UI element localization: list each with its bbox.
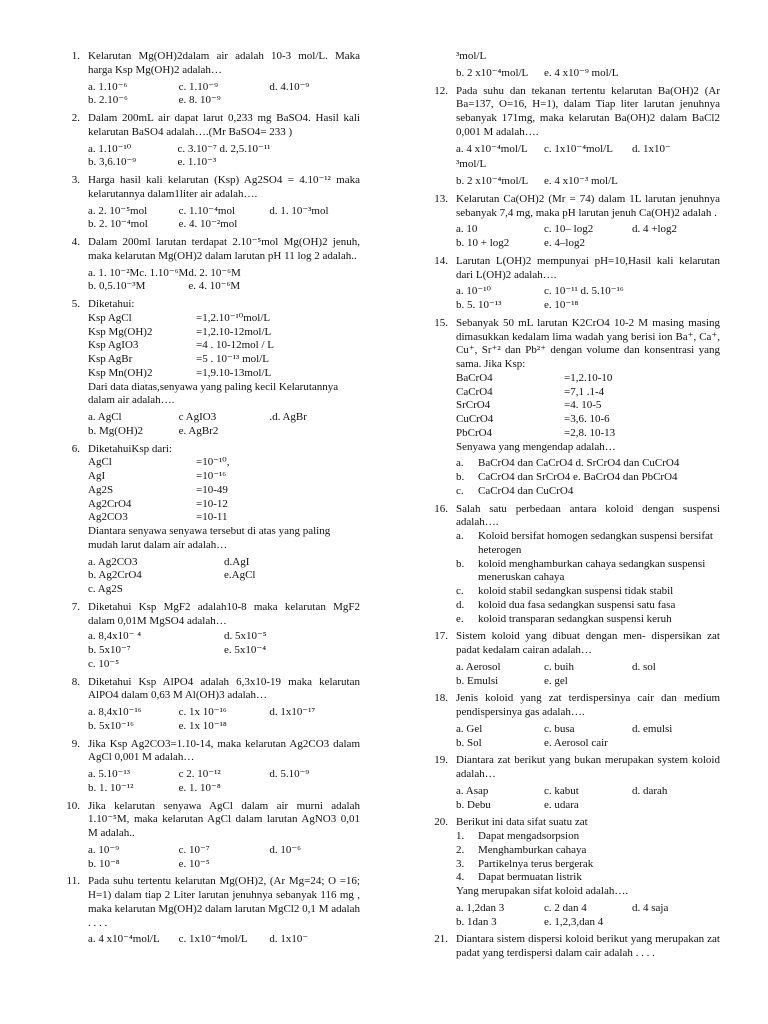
question-header: [60, 50, 360, 78]
question-number: 9.: [71, 737, 80, 750]
list-item: [456, 613, 720, 627]
question-prompt: Diantara senyawa senyawa tersebut di atas yang paling mudah larut dalam air adalah…: [88, 525, 331, 551]
answer-options: [428, 143, 720, 157]
question-prompt: Yang merupakan sifat koloid adalah….: [456, 885, 629, 897]
answer-option: c. 1x10⁻⁴mol/L: [544, 142, 613, 155]
ksp-value: =1,9.10-13mol/L: [196, 366, 272, 379]
question-text: Diantara sistem dispersi koloid berikut yang merupakan zat padat yang terdispersi dalam cair adalah . . . .: [456, 933, 720, 959]
continuation-line: ³mol/L: [456, 50, 487, 62]
question-header: [428, 193, 720, 221]
question-number: 16.: [434, 502, 448, 515]
question-number: 10.: [66, 799, 80, 812]
question-number: 2.: [71, 112, 80, 124]
answer-option: [270, 156, 360, 170]
answer-option: b. Mg(OH)2: [88, 424, 143, 437]
question-text: Jika kelarutan senyawa AgCl dalam air murni adalah 1.10⁻⁵M, maka kelarutan AgCl dalam larutan AgNO3 0,01 M adalah..: [88, 799, 360, 839]
ksp-compound: CuCrO4: [456, 413, 494, 425]
answer-option: [269, 218, 360, 232]
answer-option: a. 1,2dan 3: [456, 901, 505, 914]
answer-option: [632, 916, 720, 930]
answer-option: [632, 675, 720, 689]
property-list: [428, 830, 720, 885]
ksp-table: [428, 372, 720, 441]
answer-option: [269, 94, 360, 108]
answer-options: [60, 630, 360, 671]
answer-option: c. 1.10⁻⁴mol: [178, 204, 236, 217]
question-text: Kelarutan Mg(OH)2dalam air adalah 10-3 mol/L. Maka harga Ksp Mg(OH)2 adalah…: [88, 50, 360, 76]
answer-option: e. 1x 10⁻¹⁸: [178, 719, 227, 732]
question-q7: [60, 601, 360, 672]
list-text: koloid menghamburkan cahaya sedangkan suspensi meneruskan cahaya: [478, 557, 706, 584]
question-number: 14.: [434, 254, 448, 267]
answer-option: a. 1. 10⁻²Mc. 1.10⁻⁶M: [88, 266, 189, 279]
list-number: 1.: [456, 830, 465, 842]
answer-option: a. AgCl: [88, 411, 122, 423]
answer-option: [269, 425, 360, 439]
question-number: 15.: [434, 316, 448, 329]
answer-option: b. 10⁻⁸: [88, 857, 120, 870]
question-q21: [428, 933, 720, 961]
answer-option: [632, 799, 720, 813]
question-header: [60, 800, 360, 841]
list-text: BaCrO4 dan CaCrO4 d. SrCrO4 dan CuCrO4: [478, 457, 680, 470]
answer-option: e. 1.10⁻³: [177, 156, 217, 169]
list-item: [456, 471, 720, 485]
answer-option: c. 10⁻⁵: [88, 657, 120, 670]
answer-options: [60, 81, 360, 109]
question-text: Dalam 200mL air dapat larut 0,233 mg BaSO4. Hasil kali kelarutan BaSO4 adalah….(Mr BaSO4= 233 ): [88, 112, 360, 138]
answer-option: [632, 237, 720, 251]
answer-options: [428, 175, 720, 189]
answer-options: [60, 844, 360, 872]
answer-option: b. 2 x10⁻⁴mol/L: [456, 175, 529, 187]
question-text: Pada suhu tertentu kelarutan Mg(OH)2, (Ar Mg=24; O =16; H=1) dalam tiap 2 Liter larutan jenuhnya sebanyak 116 mg , maka kelarutan Mg(OH)2 dalam larutan MgCl2 0,1 M adalah . . . .: [88, 875, 360, 929]
ksp-value: =1,2.10-10: [564, 371, 613, 384]
ksp-compound: Ksp AgCl: [88, 311, 132, 324]
question-text: Kelarutan Ca(OH)2 (Mr = 74) dalam 1L larutan jenuhnya sebanyak 7,4 mg, maka pH larutan jenuh Ca(OH)2 adalah .: [456, 192, 720, 219]
answer-option: b. 2. 10⁻⁴mol: [88, 218, 148, 231]
question-number: 17.: [434, 630, 448, 643]
ksp-value: =10⁻¹⁰,: [196, 456, 230, 469]
answer-option: [274, 280, 360, 294]
question-prompt: Senyawa yang mengendap adalah…: [456, 440, 616, 453]
answer-option: e. udara: [544, 798, 579, 811]
question-q11: [60, 875, 360, 947]
ksp-value: =3,6. 10-6: [564, 413, 610, 425]
question-text: Diantara zat berikut yang bukan merupakan system koloid adalah…: [456, 754, 720, 780]
answer-option: .d. AgBr: [269, 411, 307, 423]
question-text: Sebanyak 50 mL larutan K2CrO4 10-2 M masing masing dimasukkan kedalam lima wadah yang berisi ion Ba⁺, Ca⁺, Cu⁺, Sr⁺² dan Pb²⁺ dengan volume dan konsentrasi yang sama. Jika Ksp:: [456, 316, 720, 370]
answer-options: [428, 785, 720, 813]
answer-option: e. AgBr2: [178, 424, 219, 437]
question-header: [60, 298, 360, 312]
answer-option: [632, 175, 720, 189]
answer-option: d. 4.10⁻⁹: [269, 80, 310, 93]
answer-option: [274, 267, 360, 281]
list-letter: c.: [456, 585, 464, 597]
answer-options: [428, 67, 720, 81]
list-text: Koloid bersifat homogen sedangkan suspensi bersifat heterogen: [478, 530, 713, 556]
ksp-value: =7,1 .1-4: [564, 385, 605, 398]
list-number: 2.: [456, 843, 465, 856]
question-text: Diketahui Ksp MgF2 adalah10-8 maka kelarutan MgF2 dalam 0,01M MgSO4 adalah…: [88, 600, 360, 627]
question-q8: [60, 676, 360, 734]
question-q9: [60, 738, 360, 796]
question-number: 7.: [71, 600, 80, 613]
answer-options: [428, 902, 720, 930]
answer-option: c. 10⁻¹¹ d. 5.10⁻¹⁶: [544, 285, 624, 298]
left-column: [60, 50, 360, 951]
question-q18: [428, 692, 720, 750]
list-letter: d.: [456, 598, 465, 611]
question-text: Dalam 200ml larutan terdapat 2.10⁻⁵mol Mg(OH)2 jenuh, maka kelarutan Mg(OH)2 dalam larutan pH 11 log 2 adalah..: [88, 236, 360, 262]
question-text: Salah satu perbedaan antara koloid dengan suspensi adalah….: [456, 502, 720, 529]
answer-option: e. 10⁻⁵: [178, 857, 210, 870]
list-item: [456, 599, 720, 613]
answer-options: [60, 267, 360, 295]
question-q10: [60, 800, 360, 872]
answer-option: c. busa: [544, 722, 575, 735]
answer-option: d. 4 saja: [632, 901, 669, 914]
answer-options: [60, 143, 360, 171]
list-item: [456, 585, 720, 599]
answer-option: b. 1dan 3: [456, 915, 497, 928]
list-text: Dapat bermuatan listrik: [478, 871, 582, 884]
question-number: 3.: [71, 174, 80, 186]
question-number: 5.: [71, 298, 80, 310]
ksp-table: [60, 456, 360, 525]
question-q6: [60, 443, 360, 597]
ksp-value: =10-49: [196, 483, 228, 496]
question-header: [428, 754, 720, 782]
answer-option: a. 2. 10⁻⁵mol: [88, 204, 148, 217]
list-letter: b.: [456, 557, 465, 570]
ksp-compound: Ag2CO3: [88, 511, 128, 524]
list-number: 3.: [456, 857, 465, 870]
ksp-compound: Ag2S: [88, 483, 114, 496]
answer-option: e. 5x10⁻⁴: [224, 644, 267, 656]
answer-option: a. Asap: [456, 784, 489, 797]
question-number: 4.: [71, 236, 80, 248]
answer-option: c. buih: [544, 660, 574, 673]
question-header: [60, 676, 360, 704]
question-text: Pada suhu dan tekanan tertentu kelarutan Ba(OH)2 (Ar Ba=137, O=16, H=1), dalam Tiap liter larutan jenuhnya sebanyak 171mg, maka kelarutan Ba(OH)2 dalam BaCl2 0,001 M adalah….: [456, 84, 720, 138]
answer-option: e. 4. 10⁻²mol: [178, 218, 238, 231]
answer-option: b. 2 x10⁻⁴mol/L: [456, 66, 529, 79]
answer-option: b. 1. 10⁻¹²: [88, 781, 134, 794]
answer-option: b. 5x10⁻⁷: [88, 644, 131, 656]
list-letter: a.: [456, 530, 464, 542]
answer-option: b. 0,5.10⁻³M: [88, 280, 146, 293]
question-q15: [428, 317, 720, 499]
answer-option: a. 8,4x10⁻ ⁴: [88, 630, 142, 643]
answer-option: a. 1.10⁻⁶: [88, 80, 128, 93]
answer-option: b. Sol: [456, 736, 482, 749]
question-number: 19.: [434, 754, 448, 767]
question-q13: [428, 193, 720, 251]
list-letter: a.: [456, 457, 464, 470]
question-q1: [60, 50, 360, 108]
answer-option: d. 2. 10⁻⁶M: [188, 266, 241, 279]
answer-option: e. Aerosol cair: [544, 736, 608, 749]
list-text: Menghamburkan cahaya: [478, 843, 587, 856]
answer-option: d. 1x10⁻: [632, 142, 671, 155]
answer-option: [269, 720, 360, 734]
answer-options: [60, 205, 360, 233]
ksp-compound: PbCrO4: [456, 426, 493, 439]
answer-option: b. 3,6.10⁻⁹: [88, 156, 137, 169]
answer-options: [428, 661, 720, 689]
list-item: [456, 871, 720, 885]
answer-option: a. 4 x10⁻⁴mol/L: [88, 933, 160, 946]
ksp-value: =10⁻¹⁶: [196, 470, 227, 482]
ksp-value: =10-11: [196, 511, 228, 524]
question-header: [60, 875, 360, 930]
answer-option: b. Debu: [456, 798, 491, 811]
question-q17: [428, 630, 720, 688]
ksp-compound: AgCl: [88, 456, 112, 469]
answer-option: e. 1,2,3,dan 4: [544, 915, 604, 928]
answer-option: c. 1x 10⁻¹⁶: [178, 706, 227, 718]
list-item: [456, 844, 720, 858]
answer-option: [632, 737, 720, 751]
answer-option: [270, 143, 360, 157]
ksp-table: [60, 312, 360, 381]
list-item: [456, 530, 720, 558]
answer-option: c. 3.10⁻⁷ d. 2,5.10⁻¹¹: [177, 142, 271, 155]
question-header: [428, 255, 720, 283]
answer-option: a. 5.10⁻¹³: [88, 768, 131, 780]
answer-option: c AgIO3: [178, 411, 217, 423]
question-text: Jenis koloid yang zat terdispersinya cair dan medium pendispersinya gas adalah….: [456, 692, 720, 718]
answer-option: a. Gel: [456, 722, 483, 735]
answer-options: [428, 285, 720, 313]
question-number: 20.: [434, 816, 448, 829]
ksp-value: =4. 10-5: [564, 399, 602, 412]
list-item: [456, 485, 720, 499]
answer-option: d. 5.10⁻⁹: [269, 768, 310, 780]
question-number: 11.: [66, 875, 80, 888]
list-number: 4.: [456, 871, 465, 884]
answer-options: [428, 723, 720, 751]
answer-option: [632, 67, 720, 81]
question-header: [428, 816, 720, 830]
answer-option: b. 2.10⁻⁶: [88, 94, 128, 107]
answer-option: a. 10⁻⁹: [88, 843, 120, 856]
answer-option: [269, 782, 360, 796]
question-header: [60, 174, 360, 202]
answer-option: d.AgI: [224, 555, 250, 568]
answer-option: e.AgCl: [224, 569, 256, 582]
question-header: [60, 112, 360, 140]
answer-options: [60, 706, 360, 734]
question-prompt: Dari data diatas,senyawa yang paling kecil Kelarutannya dalam air adalah….: [88, 380, 339, 407]
answer-option: d. sol: [632, 660, 656, 673]
answer-option: b. Emulsi: [456, 674, 499, 687]
question-text: Diketahui Ksp AlPO4 adalah 6,3x10-19 maka kelarutan AlPO4 dalam 0,63 M Al(OH)3 adalah…: [88, 675, 360, 702]
answer-option: [224, 658, 360, 672]
answer-option: b. 5. 10⁻¹³: [456, 299, 502, 311]
answer-option: [269, 858, 360, 872]
answer-option: a. 1.10⁻¹⁰: [88, 142, 132, 155]
answer-option: c. 10⁻⁷: [178, 843, 210, 856]
answer-option: a. 10⁻¹⁰: [456, 285, 491, 298]
question-text: Harga hasil kali kelarutan (Ksp) Ag2SO4 = 4.10⁻¹² maka kelarutannya dalam1liter air adalah….: [88, 174, 360, 200]
answer-option: c. Ag2S: [88, 583, 123, 595]
question-header: [60, 236, 360, 264]
question-number: 8.: [71, 675, 80, 688]
question-header: [60, 738, 360, 766]
question-number: 21.: [434, 933, 448, 946]
question-text: Sistem koloid yang dibuat dengan men- dispersikan zat padat kedalam cairan adalah…: [456, 630, 720, 656]
ksp-value: =10-12: [196, 497, 228, 510]
ksp-compound: Ag2CrO4: [88, 497, 132, 510]
answer-option: [224, 583, 360, 597]
list-text: Partikelnya terus bergerak: [478, 857, 594, 870]
list-text: koloid stabil sedangkan suspensi tidak stabil: [478, 585, 674, 597]
answer-options: [60, 933, 360, 947]
ksp-value: =2,8. 10-13: [564, 426, 616, 439]
answer-option: d. emulsi: [632, 722, 673, 735]
answer-option: e. 10⁻¹⁸: [544, 299, 579, 311]
answer-option: a. 10: [456, 223, 478, 236]
answer-option: a. 4 x10⁻⁴mol/L: [456, 142, 528, 155]
ksp-compound: Ksp Mn(OH)2: [88, 366, 153, 379]
answer-option: d. 5x10⁻⁵: [224, 630, 267, 643]
answer-option: a. Aerosol: [456, 660, 501, 673]
question-header: [60, 601, 360, 629]
ksp-compound: Ksp AgIO3: [88, 339, 139, 352]
answer-option: b. 10 + log2: [456, 237, 510, 249]
answer-option: c. kabut: [544, 784, 579, 797]
option-list: [428, 457, 720, 498]
ksp-compound: AgI: [88, 470, 106, 482]
answer-option: c 2. 10⁻¹²: [178, 768, 221, 780]
question-number: 6.: [71, 442, 80, 455]
list-text: CaCrO4 dan SrCrO4 e. BaCrO4 dan PbCrO4: [478, 471, 678, 483]
question-number: 13.: [434, 192, 448, 205]
question-header: [428, 85, 720, 140]
list-item: [456, 858, 720, 872]
question-text: Larutan L(OH)2 mempunyai pH=10,Hasil kali kelarutan dari L(OH)2 adalah….: [456, 254, 720, 281]
question-number: 1.: [71, 50, 80, 62]
right-column: [428, 50, 720, 965]
answer-option: a. 8,4x10⁻¹⁶: [88, 706, 142, 718]
answer-option: e. 1. 10⁻⁸: [178, 781, 221, 794]
question-number: 18.: [434, 692, 448, 705]
ksp-value: =1,2.10⁻¹⁰mol/L: [196, 311, 271, 324]
continuation-line: ³mol/L: [456, 158, 487, 171]
answer-option: e. 4–log2: [544, 237, 585, 249]
question-text: DiketahuiKsp dari:: [88, 442, 173, 455]
answer-option: d. 1. 10⁻³mol: [269, 204, 329, 217]
question-q12: [428, 85, 720, 189]
question-number: 12.: [434, 84, 448, 97]
ksp-compound: BaCrO4: [456, 371, 493, 384]
list-item: [456, 457, 720, 471]
ksp-compound: CaCrO4: [456, 385, 493, 398]
answer-option: c. 1.10⁻⁹: [178, 80, 218, 93]
question-header: [60, 443, 360, 457]
question-text: Diketahui:: [88, 298, 135, 310]
answer-option: e. gel: [544, 674, 568, 687]
answer-option: d. 1x10⁻: [269, 933, 309, 946]
question-q20: [428, 816, 720, 929]
question-q11cont: [428, 50, 720, 81]
question-q14: [428, 255, 720, 313]
list-text: Dapat mengadsorpsion: [478, 830, 580, 842]
question-q4: [60, 236, 360, 294]
list-letter: b.: [456, 471, 465, 483]
ksp-compound: SrCrO4: [456, 399, 491, 412]
answer-option: d. darah: [632, 784, 668, 797]
answer-options: [60, 556, 360, 597]
list-text: koloid dua fasa sedangkan suspensi satu fasa: [478, 598, 676, 611]
list-letter: e.: [456, 612, 464, 625]
ksp-compound: Ksp Mg(OH)2: [88, 325, 153, 338]
list-item: [456, 830, 720, 844]
question-q5: [60, 298, 360, 439]
answer-option: c. 2 dan 4: [544, 901, 587, 914]
question-text: Berikut ini data sifat suatu zat: [456, 816, 588, 829]
answer-option: [632, 285, 720, 299]
question-header: [428, 630, 720, 658]
question-q19: [428, 754, 720, 812]
answer-option: d. 4 +log2: [632, 223, 678, 236]
question-q16: [428, 503, 720, 627]
list-item: [456, 558, 720, 586]
list-text: koloid transparan sedangkan suspensi keruh: [478, 612, 672, 625]
ksp-value: =4 . 10-12mol / L: [196, 339, 275, 352]
answer-option: [632, 299, 720, 313]
answer-option: e. 4 x10⁻⁹ mol/L: [544, 66, 619, 79]
answer-option: d. 1x10⁻¹⁷: [269, 706, 316, 718]
question-q3: [60, 174, 360, 232]
question-text: Jika Ksp Ag2CO3=1.10-14, maka kelarutan Ag2CO3 dalam AgCl 0,001 M adalah…: [88, 737, 360, 764]
question-header: [428, 503, 720, 531]
ksp-compound: Ksp AgBr: [88, 353, 133, 365]
question-header: [428, 692, 720, 720]
ksp-value: =1,2.10-12mol/L: [196, 325, 272, 338]
answer-options: [428, 223, 720, 251]
question-q2: [60, 112, 360, 170]
answer-option: c. 1x10⁻⁴mol/L: [178, 933, 248, 946]
list-text: CaCrO4 dan CuCrO4: [478, 484, 574, 497]
question-header: [428, 317, 720, 372]
ksp-value: =5 . 10⁻¹³ mol/L: [196, 353, 269, 365]
option-list: [428, 530, 720, 626]
answer-option: c. 10– log2: [544, 223, 594, 236]
answer-option: e. 8. 10⁻⁹: [178, 94, 221, 107]
answer-option: d. 10⁻⁶: [269, 843, 301, 856]
answer-option: b. Ag2CrO4: [88, 569, 142, 582]
answer-option: a. Ag2CO3: [88, 555, 138, 568]
answer-option: b. 5x10⁻¹⁶: [88, 719, 134, 732]
answer-options: [60, 768, 360, 796]
list-letter: c.: [456, 484, 464, 497]
answer-options: [60, 411, 360, 439]
question-header: [428, 933, 720, 961]
answer-option: e. 4. 10⁻⁶M: [188, 280, 241, 293]
answer-option: e. 4 x10⁻³ mol/L: [544, 175, 618, 187]
